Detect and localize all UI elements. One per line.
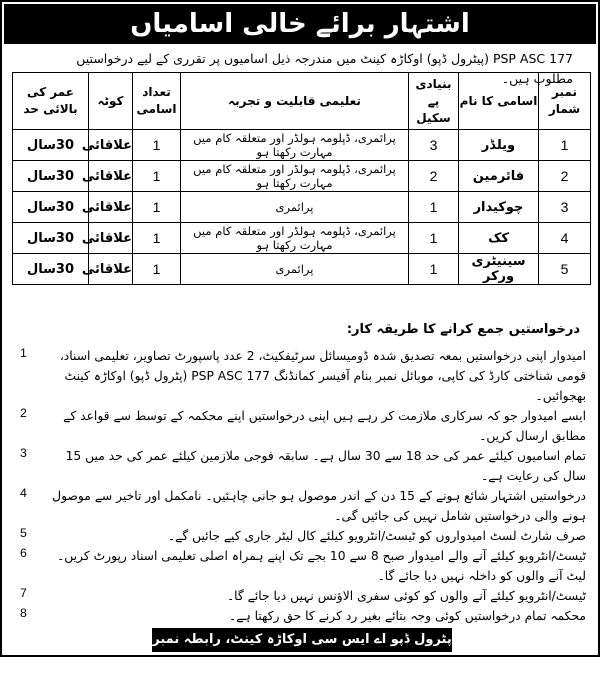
pay-scale-cell: 1 [409,192,459,223]
page-title: اشتہار برائے خالی اسامیاں [4,4,596,44]
pay-scale-cell: 1 [409,223,459,254]
post-name-cell: ویلڈر [459,130,539,161]
instruction-text: تمام اسامیوں کیلئے عمر کی حد 18 سے 30 سال ہے۔ سابقہ فوجی ملازمین کیلئے عمر کی حد میں 15 سال کی رعایت ہے۔ [65,449,586,483]
quota-cell: علاقائی [89,254,133,285]
post-name-cell: فائرمین [459,161,539,192]
quota-cell: علاقائی [89,161,133,192]
instruction-text: ٹیسٹ/انٹرویو کیلئے آنے والے امیدوار صبح 8 سے 10 بجے تک اپنے ہمراہ اصلی تعلیمی اسناد رپورٹ کریں۔ لیٹ آنے والوں کو داخلہ نہیں دیا جائے گا۔ [57,549,586,583]
header-qualification: تعلیمی قابلیت و تجربہ [181,73,409,130]
table-header-row [13,73,591,130]
serial-cell: 3 [539,192,591,223]
header-post-count: تعداد اسامی [133,73,181,130]
quota-cell: علاقائی [89,223,133,254]
instruction-number: 8 [20,606,27,620]
post-count-cell: 1 [133,223,181,254]
post-name-cell: کک [459,223,539,254]
table-row [13,161,591,192]
quota-cell: علاقائی [89,192,133,223]
list-item [20,546,586,586]
instruction-number: 6 [20,546,27,560]
serial-cell: 2 [539,161,591,192]
list-item [20,526,586,546]
header-pay-scale: بنیادی پے سکیل [409,73,459,130]
max-age-cell: 30سال [13,161,89,192]
instruction-text: امیدوار اپنی درخواستیں بمعہ تصدیق شدہ ڈومیسائل سرٹیفکیٹ، 2 عدد پاسپورٹ تصاویر، تعلیمی اسناد، قومی شناختی کارڈ کی کاپی، موبائل نمبر بنام آفیسر کمانڈنگ 177 PSP ASC (پٹرول ڈپو) اوکاڑہ کینٹ بھجوائیں۔ [59,349,586,403]
instruction-text: صرف شارٹ لسٹ امیدواروں کو ٹیسٹ/انٹرویو کیلئے کال لیٹر جاری کیے جائیں گے۔ [167,529,586,543]
qualification-cell: پرائمری، ڈپلومہ ہولڈر اور متعلقہ کام میں مہارت رکھتا ہو [181,161,409,192]
header-quota: کوٹہ [89,73,133,130]
max-age-cell: 30سال [13,130,89,161]
serial-cell: 4 [539,223,591,254]
instruction-number: 5 [20,526,27,540]
post-name-cell: سینیٹری ورکر [459,254,539,285]
qualification-cell: پرائمری [181,192,409,223]
instructions-list [20,346,586,626]
pay-scale-cell: 3 [409,130,459,161]
serial-cell: 1 [539,130,591,161]
qualification-cell: پرائمری، ڈپلومہ ہولڈر اور متعلقہ کام میں مہارت رکھتا ہو [181,223,409,254]
post-count-cell: 1 [133,254,181,285]
instruction-text: ٹیسٹ/انٹرویو کیلئے آنے والوں کو کوئی سفری الاؤنس نہیں دیا جائے گا۔ [226,589,586,603]
pay-scale-cell: 2 [409,161,459,192]
instruction-number: 7 [20,586,27,600]
vacancies-table [12,72,591,285]
list-item [20,486,586,526]
post-name-cell: چوکیدار [459,192,539,223]
post-count-cell: 1 [133,130,181,161]
instruction-text: محکمہ تمام درخواستیں کوئی وجہ بتائے بغیر رد کرنے کا حق رکھتا ہے۔ [229,609,586,623]
max-age-cell: 30سال [13,192,89,223]
instruction-number: 1 [20,346,27,360]
max-age-cell: 30سال [13,254,89,285]
instruction-number: 3 [20,446,27,460]
instruction-number: 2 [20,406,27,420]
header-max-age: عمر کی بالائی حد [13,73,89,130]
table-row [13,130,591,161]
instruction-text: ایسے امیدوار جو کہ سرکاری ملازمت کر رہے ہیں اپنی درخواستیں اپنے محکمہ کے توسط سے قواعد کے مطابق ارسال کریں۔ [63,409,586,443]
quota-cell: علاقائی [89,130,133,161]
qualification-cell: پرائمری، ڈپلومہ ہولڈر اور متعلقہ کام میں مہارت رکھتا ہو [181,130,409,161]
application-method-heading: درخواستیں جمع کرانے کا طریقہ کار: [346,322,580,337]
header-serial: نمبر شمار [539,73,591,130]
table-row [13,223,591,254]
list-item [20,406,586,446]
list-item [20,446,586,486]
instruction-number: 4 [20,486,27,500]
list-item [20,606,586,626]
contact-footer: پٹرول ڈپو اے ایس سی اوکاڑہ کینٹ، رابطہ نمبر 0326-6905015 [152,628,452,652]
post-count-cell: 1 [133,161,181,192]
serial-cell: 5 [539,254,591,285]
table-row [13,192,591,223]
table-row [13,254,591,285]
post-count-cell: 1 [133,192,181,223]
instruction-text: درخواستیں اشتہار شائع ہونے کے 15 دن کے اندر موصول ہو جانی چاہئیں۔ نامکمل اور تاخیر سے موصول ہونے والی درخواستیں شامل نہیں کی جائیں گی۔ [52,489,586,523]
qualification-cell: پرائمری [181,254,409,285]
header-post-name: اسامی کا نام [459,73,539,130]
pay-scale-cell: 1 [409,254,459,285]
intro-text: 177 PSP ASC (پیٹرول ڈپو) اوکاڑہ کینٹ میں مندرجہ ذیل اسامیوں پر تقرری کے لیے درخواستیں مطلوب ہیں۔ [76,51,573,86]
list-item [20,586,586,606]
list-item [20,346,586,406]
max-age-cell: 30سال [13,223,89,254]
